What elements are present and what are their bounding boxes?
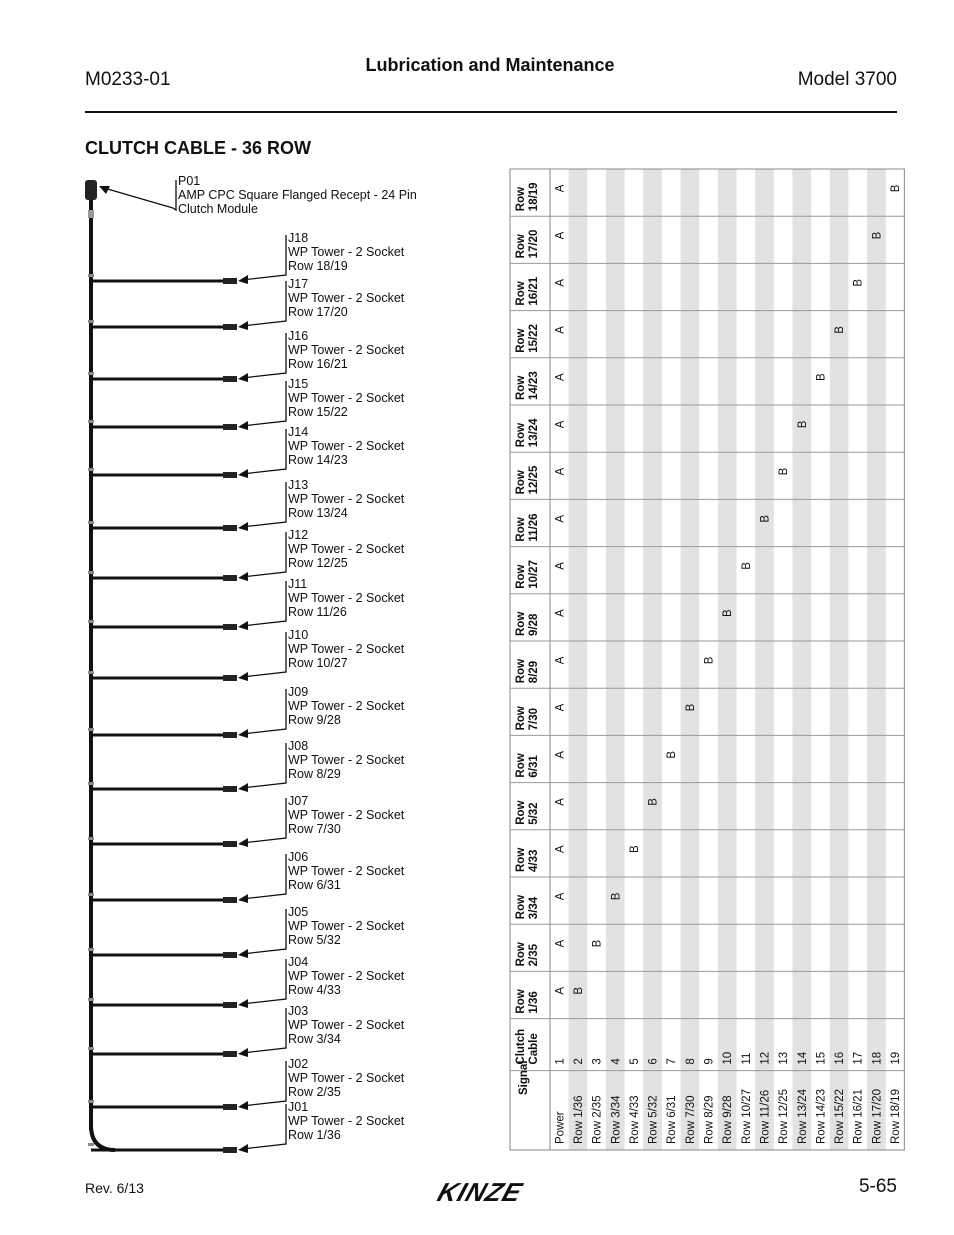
pin-number: 19 — [890, 1051, 903, 1065]
leader-arrow-j01 — [238, 1144, 248, 1153]
signal-name: Row 15/22 — [834, 1089, 847, 1144]
section-heading: Lubrication and Maintenance — [365, 55, 615, 75]
connector-id: J13 — [288, 478, 309, 492]
connector-desc: WP Tower - 2 Socket — [288, 591, 405, 605]
plug-j17 — [223, 324, 237, 330]
leader-j04 — [242, 959, 286, 1004]
leader-arrow-j06 — [238, 894, 248, 903]
connector-header: Row4/33 — [515, 847, 540, 872]
column-shade — [792, 169, 811, 1150]
connector-header: Row2/35 — [515, 942, 540, 967]
plug-j08 — [223, 786, 237, 792]
leader-arrow-j08 — [238, 783, 248, 792]
trunk-tick-j07 — [88, 837, 94, 840]
leader-arrow-j11 — [238, 621, 248, 630]
revision: Rev. 6/13 — [85, 1180, 144, 1196]
leader-j02 — [242, 1061, 286, 1106]
connector-header: Row12/25 — [515, 465, 540, 495]
pin-number: 9 — [703, 1058, 716, 1065]
main-connector-body — [85, 180, 97, 200]
connector-id: J12 — [288, 528, 309, 542]
leader-j05 — [242, 909, 286, 954]
pin-mark-a: A — [554, 656, 567, 665]
connector-id: J07 — [288, 794, 309, 808]
pin-mark-b: B — [722, 609, 735, 617]
connector-row: Row 14/23 — [288, 453, 348, 467]
connector-row: Row 8/29 — [288, 767, 341, 781]
pin-number: 12 — [759, 1051, 772, 1065]
signal-name: Row 16/21 — [852, 1089, 865, 1144]
trunk-tick-j17 — [88, 320, 94, 323]
leader-j07 — [242, 798, 286, 843]
pin-mark-a: A — [554, 231, 567, 240]
connector-desc: WP Tower - 2 Socket — [288, 1071, 405, 1085]
leader-j06 — [242, 854, 286, 899]
trunk-tick-j02 — [88, 1100, 94, 1103]
pin-mark-a: A — [554, 514, 567, 523]
leader-arrow-j07 — [238, 838, 248, 847]
main-connector-label — [178, 174, 417, 216]
connector-label-j08 — [288, 739, 404, 781]
leader-j15 — [242, 381, 286, 426]
column-shade — [867, 169, 886, 1150]
column-shade — [643, 169, 662, 1150]
connector-desc: WP Tower - 2 Socket — [288, 969, 405, 983]
model-name: Model 3700 — [797, 69, 897, 90]
column-shade — [718, 169, 737, 1150]
connector-id: J10 — [288, 628, 309, 642]
connector-label-j18 — [288, 231, 404, 273]
pin-mark-a: A — [554, 278, 567, 287]
column-shade — [755, 169, 774, 1150]
pin-mark-a: A — [554, 703, 567, 712]
trunk-tick-j18 — [88, 274, 94, 277]
signal-name: Row 17/20 — [871, 1089, 884, 1144]
connector-row: Row 1/36 — [288, 1128, 341, 1142]
pin-mark-a: A — [554, 939, 567, 948]
leader-arrow-j10 — [238, 672, 248, 681]
connector-id: J06 — [288, 850, 309, 864]
pin-mark-b: B — [890, 184, 903, 193]
pin-number: 10 — [722, 1051, 735, 1065]
leader-arrow-j04 — [238, 999, 248, 1008]
connector-label-j14 — [288, 425, 404, 467]
connector-desc: WP Tower - 2 Socket — [288, 699, 405, 713]
connector-header: Row17/20 — [515, 229, 540, 259]
pin-number: 2 — [572, 1058, 585, 1065]
plug-j07 — [223, 841, 237, 847]
pinout-table — [508, 166, 903, 1156]
connector-header: Row13/24 — [515, 418, 540, 448]
pin-mark-b: B — [740, 562, 753, 570]
connector-label-j01 — [288, 1100, 404, 1142]
plug-j16 — [223, 376, 237, 382]
plug-j13 — [223, 525, 237, 531]
leader-j17 — [242, 281, 286, 326]
connector-label-j11 — [288, 577, 404, 619]
signal-name: Row 1/36 — [572, 1095, 585, 1144]
connector-id: J04 — [288, 955, 309, 969]
column-shade — [681, 169, 700, 1150]
connector-desc: WP Tower - 2 Socket — [288, 439, 405, 453]
pin-mark-b: B — [834, 326, 847, 334]
pin-number: 6 — [647, 1058, 660, 1065]
leader-j03 — [242, 1008, 286, 1053]
main-label-bracket — [173, 180, 176, 210]
leader-arrow-j18 — [238, 275, 248, 284]
main-connector-desc: AMP CPC Square Flanged Recept - 24 Pin — [178, 188, 417, 202]
plug-j02 — [223, 1104, 237, 1110]
clutch-cable-header: ClutchCable — [515, 1028, 540, 1065]
leader-arrow-j03 — [238, 1048, 248, 1057]
connector-header: Row15/22 — [515, 324, 540, 353]
plug-j05 — [223, 952, 237, 958]
leader-arrow-j12 — [238, 572, 248, 581]
pin-number: 7 — [666, 1058, 679, 1065]
connector-id: J03 — [288, 1004, 309, 1018]
connector-id: J11 — [288, 577, 308, 591]
connector-row: Row 11/26 — [288, 605, 347, 619]
pin-mark-a: A — [554, 373, 567, 381]
pin-mark-b: B — [684, 703, 697, 712]
trunk-bottom-curve — [91, 1125, 115, 1150]
leader-arrow-j02 — [238, 1101, 248, 1110]
trunk-tick-j05 — [88, 948, 94, 951]
connector-label-j04 — [288, 955, 404, 997]
connector-row: Row 16/21 — [288, 357, 348, 371]
connector-id: J16 — [288, 329, 309, 343]
trunk-tick-j12 — [88, 571, 94, 574]
leader-arrow-j09 — [238, 729, 248, 738]
connector-id: J02 — [288, 1057, 309, 1071]
connector-label-j13 — [288, 478, 404, 520]
plug-j18 — [223, 278, 237, 284]
connector-row: Row 4/33 — [288, 983, 341, 997]
pin-mark-a: A — [554, 845, 567, 853]
leader-arrow-j13 — [238, 522, 248, 531]
connector-label-j06 — [288, 850, 404, 892]
signal-name: Row 5/32 — [647, 1095, 660, 1144]
signal-name: Row 12/25 — [778, 1089, 791, 1144]
pin-mark-a: A — [554, 562, 567, 570]
signal-name: Power — [554, 1111, 567, 1144]
connector-row: Row 6/31 — [288, 878, 341, 892]
connector-label-j16 — [288, 329, 404, 371]
pin-mark-a: A — [554, 609, 567, 617]
pin-number: 13 — [778, 1051, 791, 1065]
cable-diagram — [80, 170, 500, 1160]
pin-mark-b: B — [815, 373, 828, 381]
pin-number: 3 — [591, 1058, 604, 1065]
leader-arrow-j15 — [238, 421, 248, 430]
pin-mark-b: B — [610, 892, 623, 901]
connector-desc: WP Tower - 2 Socket — [288, 245, 405, 259]
pin-number: 5 — [628, 1058, 641, 1065]
main-leader-arrow — [99, 186, 110, 194]
connector-id: J08 — [288, 739, 309, 753]
header-divider — [85, 111, 897, 113]
column-shade — [606, 169, 625, 1150]
plug-j03 — [223, 1051, 237, 1057]
pin-mark-b: B — [591, 939, 604, 948]
signal-name: Row 4/33 — [628, 1095, 641, 1144]
connector-header: Row18/19 — [515, 182, 540, 212]
logo-text: KINZE — [433, 1177, 527, 1207]
trunk-tick-j15 — [88, 420, 94, 423]
connector-row: Row 5/32 — [288, 933, 341, 947]
kinze-logo — [430, 1176, 550, 1206]
trunk-tick-j14 — [88, 468, 94, 471]
connector-desc: WP Tower - 2 Socket — [288, 919, 405, 933]
plug-j10 — [223, 675, 237, 681]
pin-number: 17 — [852, 1051, 865, 1065]
leader-j01 — [242, 1104, 286, 1149]
signal-name: Row 6/31 — [666, 1095, 679, 1144]
leader-j14 — [242, 429, 286, 474]
connector-label-j17 — [288, 277, 404, 319]
connector-row: Row 17/20 — [288, 305, 348, 319]
connector-row: Row 7/30 — [288, 822, 341, 836]
connector-header: Row10/27 — [515, 560, 540, 589]
connector-desc: WP Tower - 2 Socket — [288, 1018, 405, 1032]
connector-row: Row 15/22 — [288, 405, 348, 419]
connector-desc: WP Tower - 2 Socket — [288, 492, 405, 506]
connector-header: Row16/21 — [515, 276, 540, 306]
connector-label-j15 — [288, 377, 404, 419]
signal-name: Row 2/35 — [591, 1095, 604, 1144]
leader-j13 — [242, 482, 286, 527]
plug-j04 — [223, 1002, 237, 1008]
signal-name: Row 18/19 — [890, 1089, 903, 1144]
connector-desc: WP Tower - 2 Socket — [288, 753, 405, 767]
leader-j08 — [242, 743, 286, 788]
plug-j06 — [223, 897, 237, 903]
plug-j15 — [223, 424, 237, 430]
plug-j11 — [223, 624, 237, 630]
signal-name: Row 3/34 — [610, 1095, 623, 1144]
connector-id: J18 — [288, 231, 309, 245]
leader-j18 — [242, 235, 286, 280]
pin-number: 11 — [740, 1052, 753, 1065]
signal-name: Row 11/26 — [759, 1089, 772, 1144]
doc-number: M0233-01 — [85, 69, 171, 90]
trunk-tick-j08 — [88, 782, 94, 785]
pin-mark-a: A — [554, 986, 567, 995]
leader-arrow-j16 — [238, 373, 248, 382]
trunk-tick-j09 — [88, 728, 94, 731]
main-leader — [104, 188, 173, 208]
trunk-tick-j03 — [88, 1047, 94, 1050]
plug-j01 — [223, 1147, 237, 1153]
page-title: CLUTCH CABLE - 36 ROW — [85, 138, 311, 158]
leader-j10 — [242, 632, 286, 677]
signal-name: Row 8/29 — [703, 1095, 716, 1144]
main-connector-id: P01 — [178, 174, 201, 188]
pin-mark-a: A — [554, 892, 567, 901]
trunk-tick-j01 — [88, 1143, 94, 1146]
column-shade — [830, 169, 849, 1150]
connector-label-j03 — [288, 1004, 404, 1046]
trunk-tick-j16 — [88, 372, 94, 375]
pin-number: 18 — [871, 1051, 884, 1065]
leader-j09 — [242, 689, 286, 734]
pin-mark-b: B — [871, 231, 884, 240]
connector-desc: WP Tower - 2 Socket — [288, 391, 405, 405]
trunk-tick-j11 — [88, 620, 94, 623]
connector-label-j07 — [288, 794, 404, 836]
pin-mark-b: B — [628, 845, 641, 853]
connector-header: Row9/28 — [515, 611, 540, 636]
connector-header: Row1/36 — [515, 989, 540, 1014]
pin-mark-a: A — [554, 467, 567, 476]
pin-mark-a: A — [554, 750, 567, 759]
connector-desc: WP Tower - 2 Socket — [288, 343, 405, 357]
connector-id: J01 — [288, 1100, 309, 1114]
leader-arrow-j05 — [238, 949, 248, 958]
connector-desc: WP Tower - 2 Socket — [288, 542, 405, 556]
connector-header: Row14/23 — [515, 371, 540, 400]
pin-mark-b: B — [796, 420, 809, 429]
signal-header: Signal — [518, 1060, 530, 1095]
signal-name: Row 13/24 — [796, 1089, 809, 1144]
trunk-tick-j13 — [88, 521, 94, 524]
pin-mark-a: A — [554, 798, 567, 806]
pin-mark-b: B — [852, 278, 865, 287]
leader-j12 — [242, 532, 286, 577]
pin-mark-b: B — [703, 656, 716, 665]
column-shade — [569, 169, 588, 1150]
connector-id: J14 — [288, 425, 309, 439]
connector-row: Row 2/35 — [288, 1085, 341, 1099]
signal-name: Row 14/23 — [815, 1089, 828, 1144]
signal-name: Row 7/30 — [684, 1095, 697, 1144]
connector-header: Row3/34 — [515, 894, 540, 920]
pin-number: 15 — [815, 1051, 828, 1065]
connector-header: Row7/30 — [515, 706, 540, 731]
plug-j14 — [223, 472, 237, 478]
connector-id: J15 — [288, 377, 309, 391]
pin-mark-b: B — [572, 986, 585, 995]
main-connector-collar — [88, 210, 94, 218]
connector-desc: WP Tower - 2 Socket — [288, 642, 405, 656]
connector-row: Row 9/28 — [288, 713, 341, 727]
leader-arrow-j14 — [238, 469, 248, 478]
page-number: 5-65 — [858, 1176, 897, 1197]
connector-desc: WP Tower - 2 Socket — [288, 1114, 405, 1128]
pin-number: 8 — [684, 1058, 697, 1065]
connector-label-j02 — [288, 1057, 404, 1099]
connector-id: J05 — [288, 905, 309, 919]
trunk-tick-j10 — [88, 671, 94, 674]
connector-header: Row8/29 — [515, 658, 540, 684]
pin-number: 1 — [554, 1058, 567, 1065]
pin-mark-b: B — [778, 467, 791, 476]
connector-row: Row 3/34 — [288, 1032, 341, 1046]
pin-number: 14 — [796, 1051, 809, 1065]
pin-mark-b: B — [647, 798, 660, 806]
connector-label-j10 — [288, 628, 404, 670]
connector-row: Row 10/27 — [288, 656, 348, 670]
connector-label-j09 — [288, 685, 404, 727]
connector-label-j05 — [288, 905, 404, 947]
connector-desc: WP Tower - 2 Socket — [288, 808, 405, 822]
leader-j16 — [242, 333, 286, 378]
leader-arrow-j17 — [238, 321, 248, 330]
connector-header: Row5/32 — [515, 800, 540, 825]
connector-id: J17 — [288, 277, 309, 291]
connector-desc: WP Tower - 2 Socket — [288, 864, 405, 878]
main-connector-module: Clutch Module — [178, 202, 258, 216]
connector-label-j12 — [288, 528, 404, 570]
connector-header: Row6/31 — [515, 753, 540, 778]
signal-name: Row 9/28 — [722, 1095, 735, 1144]
connector-row: Row 13/24 — [288, 506, 348, 520]
plug-j09 — [223, 732, 237, 738]
trunk-tick-j04 — [88, 998, 94, 1001]
pin-mark-a: A — [554, 184, 567, 193]
connector-row: Row 18/19 — [288, 259, 348, 273]
trunk-tick-j06 — [88, 893, 94, 896]
pin-mark-a: A — [554, 326, 567, 334]
connector-header: Row11/26 — [515, 513, 540, 542]
leader-j11 — [242, 581, 286, 626]
pin-mark-b: B — [759, 514, 772, 523]
pin-number: 4 — [610, 1058, 623, 1065]
plug-j12 — [223, 575, 237, 581]
pin-number: 16 — [834, 1051, 847, 1065]
connector-row: Row 12/25 — [288, 556, 348, 570]
pin-mark-a: A — [554, 420, 567, 429]
connector-desc: WP Tower - 2 Socket — [288, 291, 405, 305]
signal-name: Row 10/27 — [740, 1089, 753, 1144]
pin-mark-b: B — [666, 750, 679, 759]
connector-id: J09 — [288, 685, 309, 699]
